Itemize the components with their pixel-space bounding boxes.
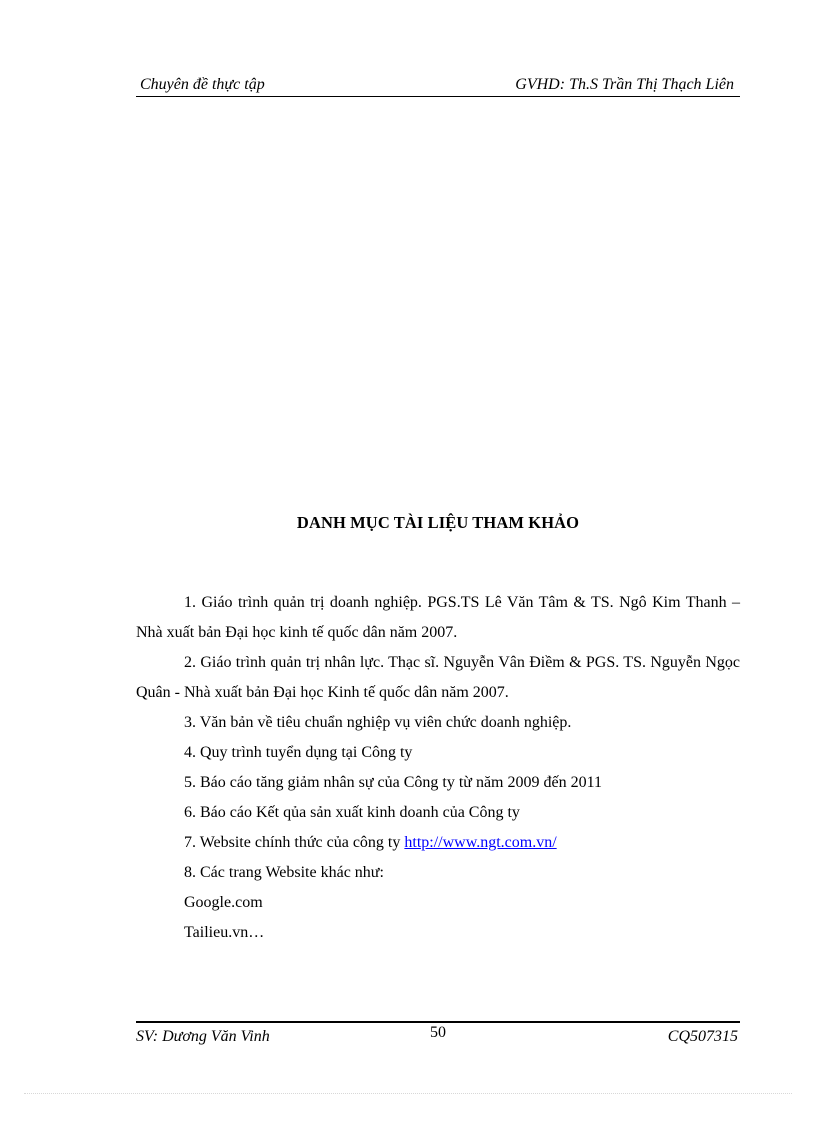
reference-item-label: 7. Website chính thức của công ty [184,834,401,851]
reference-item: 6. Báo cáo Kết qủa sản xuất kinh doanh của Công ty [184,804,520,821]
reference-item: 3. Văn bản về tiêu chuẩn nghiệp vụ viên chức doanh nghiệp. [184,714,572,731]
reference-item: 5. Báo cáo tăng giảm nhân sự của Công ty từ năm 2009 đến 2011 [184,774,603,791]
page-number: 50 [430,1024,446,1041]
website-link[interactable]: http://www.ngt.com.vn/ [404,834,557,851]
page-bottom-divider [24,1093,792,1094]
reference-item: 2. Giáo trình quản trị nhân lực. Thạc sĩ. Nguyễn Vân Điềm & PGS. TS. Nguyễn Ngọc Quân - Nhà xuất bản Đại học Kinh tế quốc dân năm 2007. [136,654,740,701]
reference-item: Google.com [184,894,263,911]
reference-list [136,588,740,948]
page-header [136,74,740,97]
reference-item: 4. Quy trình tuyển dụng tại Công ty [184,744,413,761]
reference-item: 1. Giáo trình quản trị doanh nghiệp. PGS.TS Lê Văn Tâm & TS. Ngô Kim Thanh – Nhà xuất bản Đại học kinh tế quốc dân năm 2007. [136,594,740,641]
header-supervisor: GVHD: Th.S Trần Thị Thạch Liên [515,76,734,93]
header-course-title: Chuyên đề thực tập [140,76,265,93]
footer-student-name: SV: Dương Văn Vinh [136,1028,270,1045]
reference-item: 8. Các trang Website khác như: [184,864,384,881]
footer-student-id: CQ507315 [667,1028,738,1045]
page-footer [136,1021,740,1053]
reference-item-website [136,828,740,858]
reference-item: Tailieu.vn… [184,924,265,941]
page-title: DANH MỤC TÀI LIỆU THAM KHẢO [296,513,580,532]
